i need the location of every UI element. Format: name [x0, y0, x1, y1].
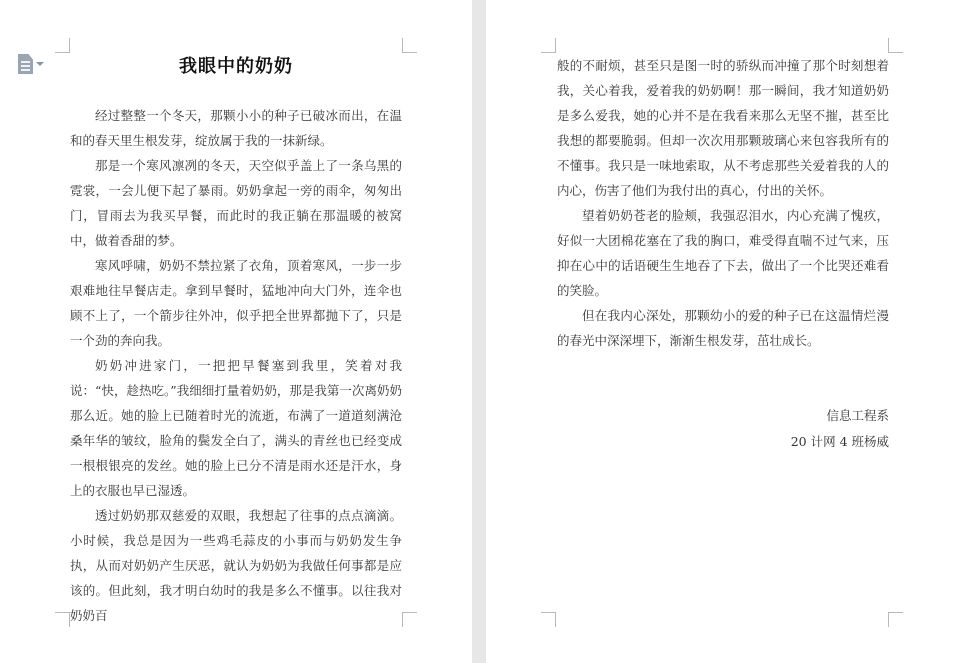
paragraph: 那是一个寒风凛冽的冬天，天空似乎盖上了一条乌黑的霓裳，一会儿便下起了暴雨。奶奶拿起一旁的雨伞，匆匆出门，冒雨去为我买早餐，而此时的我正躺在那温暖的被窝中，做着香甜的梦。 [70, 158, 402, 248]
chevron-down-icon [36, 62, 44, 66]
crop-mark-top-left [541, 38, 556, 53]
left-page-body [70, 103, 402, 628]
signature-class-name: 20 计网 4 班杨威 [790, 434, 889, 449]
crop-mark-bottom-right [888, 612, 903, 627]
document-icon [18, 54, 33, 74]
paragraph: 但在我内心深处，那颗幼小的爱的种子已在这温情烂漫的春光中深深埋下，渐渐生根发芽，茁壮成长。 [557, 308, 889, 348]
paragraph: 经过整整一个冬天，那颗小小的种子已破冰而出，在温和的春天里生根发芽，绽放属于我的一抹新绿。 [70, 108, 402, 148]
document-title: 我眼中的奶奶 [179, 56, 293, 77]
crop-mark-bottom-right [402, 612, 417, 627]
signature-department: 信息工程系 [826, 408, 889, 423]
paragraph: 透过奶奶那双慈爱的双眼，我想起了往事的点点滴滴。小时候，我总是因为一些鸡毛蒜皮的小事而与奶奶发生争执，从而对奶奶产生厌恶，就认为奶奶为我做任何事都是应该的。但此刻，我才明白幼时的我是多么不懂事。以往我对奶奶百 [70, 508, 402, 623]
crop-mark-top-right [888, 38, 903, 53]
right-page-body [557, 53, 889, 353]
crop-mark-top-left [55, 38, 70, 53]
crop-mark-top-right [402, 38, 417, 53]
crop-mark-bottom-left [541, 612, 556, 627]
paragraph: 奶奶冲进家门，一把把早餐塞到我里，笑着对我说：“快，趁热吃。”我细细打量着奶奶，那是我第一次离奶奶那么近。她的脸上已随着时光的流逝，布满了一道道刻满沧桑年华的皱纹，脸角的鬓发全白了，满头的青丝也已经变成一根根银亮的发丝。她的脸上已分不清是雨水还是汗水，身上的衣服也早已湿透。 [70, 358, 402, 498]
page-left [0, 0, 472, 663]
crop-mark-bottom-left [55, 612, 70, 627]
paragraph: 寒风呼啸，奶奶不禁拉紧了衣角，顶着寒风，一步一步艰难地往早餐店走。拿到早餐时，猛地冲向大门外，连伞也顾不上了，一个箭步往外冲，似乎把全世界都抛下了，只是一个劲的奔向我。 [70, 258, 402, 348]
document-menu-button[interactable] [18, 54, 48, 78]
paragraph: 望着奶奶苍老的脸颊，我强忍泪水，内心充满了愧疚，好似一大团棉花塞在了我的胸口，难受得直喘不过气来，压抑在心中的话语硬生生地吞了下去，做出了一个比哭还难看的笑脸。 [557, 208, 889, 298]
paragraph-continuation: 般的不耐烦，甚至只是图一时的骄纵而冲撞了那个时刻想着我，关心着我，爱着我的奶奶啊！那一瞬间，我才知道奶奶是多么爱我，她的心并不是在我看来那么无坚不摧，甚至比我想的都要脆弱。但却一次次用那颗玻璃心来包容我所有的不懂事。我只是一味地索取，从不考虑那些关爱着我的人的内心，伤害了他们为我付出的真心，付出的关怀。 [557, 58, 889, 198]
